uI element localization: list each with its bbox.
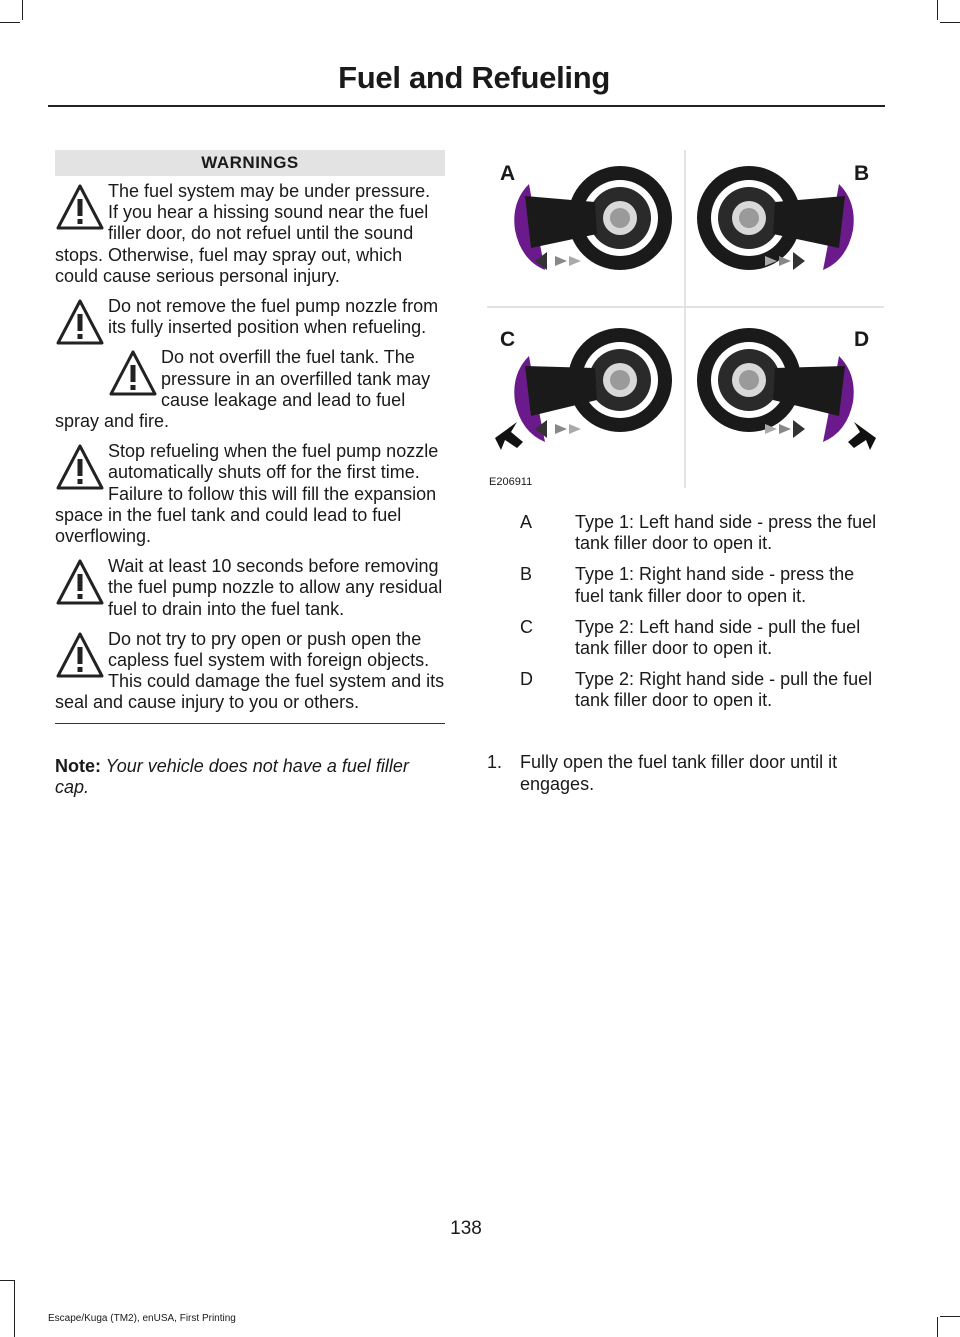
crop-mark bbox=[937, 1317, 938, 1337]
legend-item bbox=[520, 617, 882, 659]
crop-mark bbox=[14, 1280, 15, 1337]
panel-b-illustration bbox=[697, 166, 854, 270]
legend-text: Type 1: Left hand side - press the fuel tank filler door to open it. bbox=[575, 512, 877, 554]
panel-label-a: A bbox=[500, 162, 516, 185]
fuel-door-figure bbox=[487, 150, 884, 490]
crop-mark bbox=[940, 22, 960, 23]
panel-d-illustration bbox=[697, 328, 876, 450]
step-text: Fully open the fuel tank filler door until it engages. bbox=[520, 752, 838, 794]
crop-mark bbox=[937, 0, 938, 20]
legend-text: Type 2: Right hand side - pull the fuel tank filler door to open it. bbox=[575, 669, 873, 711]
step-item bbox=[487, 752, 882, 795]
legend-text: Type 2: Left hand side - pull the fuel tank filler door to open it. bbox=[575, 616, 861, 659]
figure-code: E206911 bbox=[489, 476, 533, 488]
warning-text: The fuel system may be under pressure. If you hear a hissing sound near the fuel filler door, do not refuel until the sound stops. Otherwise, fuel may spray out, which could cause serious personal injury. bbox=[55, 181, 431, 286]
warning-triangle-icon bbox=[108, 349, 158, 399]
warning-triangle-icon bbox=[55, 183, 105, 233]
warnings-divider bbox=[55, 723, 445, 724]
page-title: Fuel and Refueling bbox=[338, 60, 610, 95]
left-column bbox=[55, 150, 445, 799]
warning-item bbox=[55, 181, 445, 287]
panel-label-c: C bbox=[500, 328, 516, 351]
legend-item bbox=[520, 669, 882, 711]
warning-text: Do not remove the fuel pump nozzle from its fully inserted position when refueling. bbox=[108, 296, 439, 338]
warning-item bbox=[55, 629, 445, 714]
warning-item bbox=[55, 296, 445, 338]
page-number: 138 bbox=[450, 1218, 482, 1239]
legend-key: C bbox=[520, 616, 533, 637]
note bbox=[55, 756, 445, 799]
crop-mark bbox=[0, 1280, 14, 1281]
panel-label-d: D bbox=[854, 328, 870, 351]
warning-text: Stop refueling when the fuel pump nozzle automatically shuts off for the first time. Failure to follow this will fill the expansion space in the fuel tank and could lead to fuel overflowing. bbox=[55, 441, 439, 547]
note-text: Your vehicle does not have a fuel filler cap. bbox=[55, 755, 409, 798]
title-divider bbox=[48, 105, 885, 107]
warning-triangle-icon bbox=[55, 631, 105, 681]
warning-item bbox=[55, 556, 445, 620]
warning-item bbox=[55, 347, 445, 432]
warnings-heading: WARNINGS bbox=[55, 150, 445, 176]
panel-label-b: B bbox=[854, 162, 870, 185]
warning-triangle-icon bbox=[55, 298, 105, 348]
legend-key: B bbox=[520, 564, 533, 585]
legend-key: A bbox=[520, 512, 533, 532]
warning-triangle-icon bbox=[55, 558, 105, 608]
legend-text: Type 1: Right hand side - press the fuel tank filler door to open it. bbox=[575, 564, 855, 606]
panel-c-illustration bbox=[495, 328, 672, 450]
legend-key: D bbox=[520, 669, 533, 690]
fuel-door-illustration bbox=[487, 150, 884, 490]
note-label: Note: bbox=[55, 755, 101, 776]
step-number: 1. bbox=[487, 752, 503, 772]
warning-text: Do not overfill the fuel tank. The pressure in an overfilled tank may cause leakage and lead to fuel spray and fire. bbox=[55, 347, 431, 432]
crop-mark bbox=[22, 0, 23, 20]
warning-text: Wait at least 10 seconds before removing the fuel pump nozzle to allow any residual fuel to drain into the fuel tank. bbox=[108, 556, 443, 619]
warning-triangle-icon bbox=[55, 443, 105, 493]
footer-text: Escape/Kuga (TM2), enUSA, First Printing bbox=[48, 1313, 236, 1324]
warning-text: Do not try to pry open or push open the capless fuel system with foreign objects. This could damage the fuel system and its seal and cause injury to you or others. bbox=[55, 628, 445, 713]
panel-a-illustration bbox=[514, 166, 672, 270]
crop-mark bbox=[0, 22, 20, 23]
crop-mark bbox=[940, 1316, 960, 1317]
warning-item bbox=[55, 441, 445, 547]
legend-item bbox=[520, 512, 882, 554]
legend-item bbox=[520, 564, 882, 606]
figure-legend bbox=[520, 512, 882, 722]
